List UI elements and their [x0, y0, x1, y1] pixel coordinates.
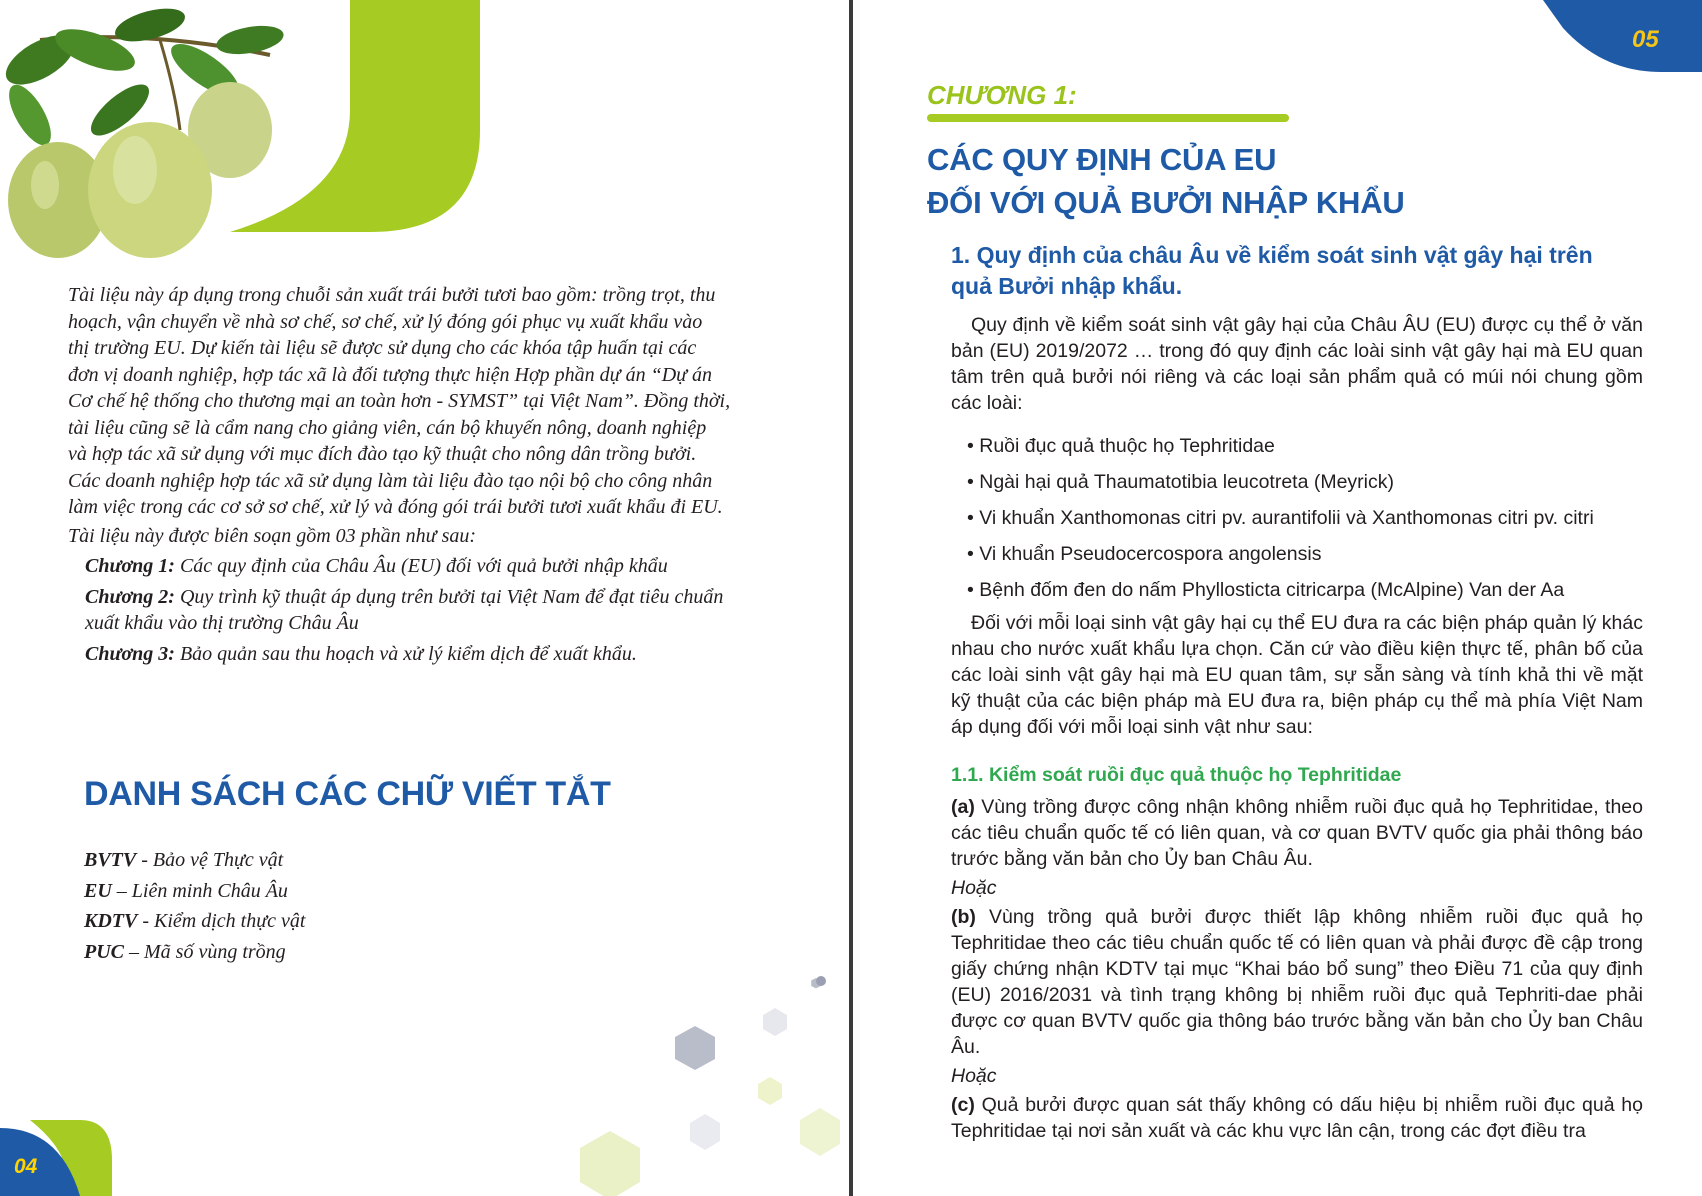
- measures-text: [951, 794, 1643, 1144]
- measure-label: (c): [951, 1094, 975, 1116]
- pest-item: • Ngài hại quả Thaumatotibia leucotreta (Meyrick): [967, 464, 1594, 500]
- pomelo-fruit-image: [0, 0, 300, 260]
- abbreviation-item: [84, 876, 305, 907]
- section-heading: [951, 240, 1646, 302]
- page-corner-decoration: [1543, 0, 1702, 72]
- chapter-text: Bảo quản sau thu hoạch và xử lý kiểm dịch để xuất khẩu.: [174, 642, 637, 665]
- chapter-title-line: CÁC QUY ĐỊNH CỦA EU: [927, 142, 1277, 177]
- chapter-label: Chương 2:: [85, 585, 175, 608]
- section-heading-line: quả Bưởi nhập khẩu.: [951, 273, 1183, 299]
- intro-text: [68, 282, 758, 667]
- chapter-label: Chương 1:: [85, 555, 175, 577]
- abbr-def: – Liên minh Châu Âu: [111, 879, 288, 902]
- right-page: [853, 0, 1702, 1196]
- pest-list: [967, 428, 1594, 608]
- page-number: 04: [14, 1155, 38, 1178]
- paragraph: [951, 312, 1643, 416]
- chapter-title: [927, 138, 1405, 224]
- abbreviation-item: [84, 845, 305, 876]
- abbr-term: PUC: [84, 940, 124, 963]
- intro-line: tài liệu cũng sẽ là cẩm nang cho giảng viên, cán bộ khuyến nông, doanh nghiệp: [68, 416, 707, 439]
- abbr-def: - Kiểm dịch thực vật: [137, 910, 306, 932]
- chapter-list: [68, 553, 758, 667]
- parts-intro: Tài liệu này được biên soạn gồm 03 phần như sau:: [68, 524, 477, 547]
- abbr-term: KDTV: [84, 910, 138, 932]
- or-text: Hoặc: [951, 1065, 997, 1087]
- abbr-term: EU: [84, 879, 112, 902]
- pest-item: • Vi khuẩn Xanthomonas citri pv. aurantifolii và Xanthomonas citri pv. citri: [967, 500, 1594, 536]
- intro-line: và hợp tác xã sử dụng với mục đích đào tạo kỹ thuật cho nông dân trồng bưởi.: [68, 443, 697, 465]
- abbreviations-title: DANH SÁCH CÁC CHỮ VIẾT TẮT: [84, 775, 611, 813]
- pest-item: • Vi khuẩn Pseudocercospora angolensis: [967, 536, 1594, 572]
- measure-text: Vùng trồng quả bưởi được thiết lập không nhiễm ruồi đục quả họ Tephritidae theo các tiêu chuẩn quốc tế có liên quan và phải được đề cập trong giấy chứng nhận KDTV tại mục “Khai báo bổ sung” theo Điều 71 của quy định (EU) 2016/2031 và tình trạng không bị nhiễm ruồi đục quả Tephriti-dae phải được cơ quan BVTV quốc gia thông báo trước bằng văn bản cho Ủy ban Châu Âu.: [951, 906, 1643, 1058]
- pest-item: • Ruồi đục quả thuộc họ Tephritidae: [967, 428, 1594, 464]
- chapter-item: [85, 641, 758, 668]
- abbreviation-item: [84, 906, 305, 937]
- measure-c: [951, 1092, 1643, 1144]
- subsection-heading: 1.1. Kiểm soát ruồi đục quả thuộc họ Tephritidae: [951, 764, 1402, 786]
- left-page: [0, 0, 849, 1196]
- intro-line: thị trường EU. Dự kiến tài liệu sẽ được sử dụng cho các khóa tập huấn tại các: [68, 337, 697, 359]
- measure-text: Quả bưởi được quan sát thấy không có dấu hiệu bị nhiễm ruồi đục quả họ Tephritidae tại nơi sản xuất và các khu vực lân cận, trong các đợt điều tra: [951, 1094, 1643, 1142]
- intro-line: hoạch, vận chuyển về nhà sơ chế, sơ chế, xử lý đóng gói phục vụ xuất khẩu vào: [68, 310, 703, 333]
- abbr-term: BVTV: [84, 849, 137, 871]
- chapter-label: CHƯƠNG 1:: [927, 80, 1077, 110]
- chapter-title-line: ĐỐI VỚI QUẢ BƯỞI NHẬP KHẨU: [927, 185, 1405, 220]
- intro-line: Tài liệu này áp dụng trong chuỗi sản xuất trái bưởi tươi bao gồm: trồng trọt, thu: [68, 284, 716, 306]
- intro-line: làm việc trong các cơ sở sơ chế, xử lý và đóng gói trái bưởi tươi xuất khẩu đi EU.: [68, 496, 723, 518]
- abbreviations-list: [84, 845, 305, 967]
- paragraph-text: Đối với mỗi loại sinh vật gây hại cụ thể EU đưa ra các biện pháp quản lý khác nhau cho nước xuất khẩu lựa chọn. Căn cứ vào điều kiện thực tế, phân bố của các loài sinh vật gây hại mà EU quan tâm, sự sẵn sàng và tính khả thi về mặt kỹ thuật của các biện pháp mà EU đưa ra, biện pháp cụ thể mà phía Việt Nam áp dụng đối với mỗi loại sinh vật như sau:: [951, 612, 1643, 738]
- section-heading-line: 1. Quy định của châu Âu về kiểm soát sinh vật gây hại trên: [951, 242, 1593, 268]
- hexagon-decoration: [540, 960, 849, 1196]
- measure-label: (b): [951, 906, 976, 928]
- chapter-text: Quy trình kỹ thuật áp dụng trên bưởi tại Việt Nam để đạt tiêu chuẩn xuất khẩu vào thị trường Châu Âu: [85, 585, 724, 634]
- paragraph-text: Quy định về kiểm soát sinh vật gây hại của Châu ÂU (EU) được cụ thể ở văn bản (EU) 2019/2072 … trong đó quy định các loài sinh vật gây hại mà EU quan tâm trên quả bưởi nói riêng và các loại sản phẩm quả có múi nói chung gồm các loài:: [951, 314, 1643, 414]
- pest-item: • Bệnh đốm đen do nấm Phyllosticta citricarpa (McAlpine) Van der Aa: [967, 572, 1594, 608]
- measure-a: [951, 794, 1643, 872]
- chapter-item: [85, 553, 758, 580]
- paragraph: [951, 610, 1643, 740]
- measure-b: [951, 904, 1643, 1060]
- or-text: Hoặc: [951, 877, 997, 899]
- page-number: 05: [1632, 26, 1659, 53]
- chapter-text: Các quy định của Châu Âu (EU) đối với quả bưởi nhập khẩu: [174, 555, 668, 577]
- chapter-label: Chương 3:: [85, 642, 175, 665]
- abbreviation-item: [84, 937, 305, 968]
- intro-line: đơn vị doanh nghiệp, hợp tác xã là đối tượng thực hiện Hợp phần dự án “Dự án: [68, 363, 713, 386]
- chapter-underline: [927, 114, 1289, 122]
- intro-line: Cơ chế hệ thống cho thương mại an toàn hơn - SYMST” tại Việt Nam”. Đồng thời,: [68, 390, 731, 412]
- abbr-def: – Mã số vùng trồng: [124, 940, 286, 963]
- abbr-def: - Bảo vệ Thực vật: [136, 849, 284, 871]
- intro-line: Các doanh nghiệp hợp tác xã sử dụng làm tài liệu đào tạo nội bộ cho công nhân: [68, 469, 713, 492]
- measure-text: Vùng trồng được công nhận không nhiễm ruồi đục quả họ Tephritidae, theo các tiêu chuẩn quốc tế có liên quan, và cơ quan BVTV quốc gia phải thông báo trước bằng văn bản cho Ủy ban Châu Âu.: [951, 796, 1643, 870]
- measure-label: (a): [951, 796, 975, 818]
- chapter-item: [85, 584, 758, 637]
